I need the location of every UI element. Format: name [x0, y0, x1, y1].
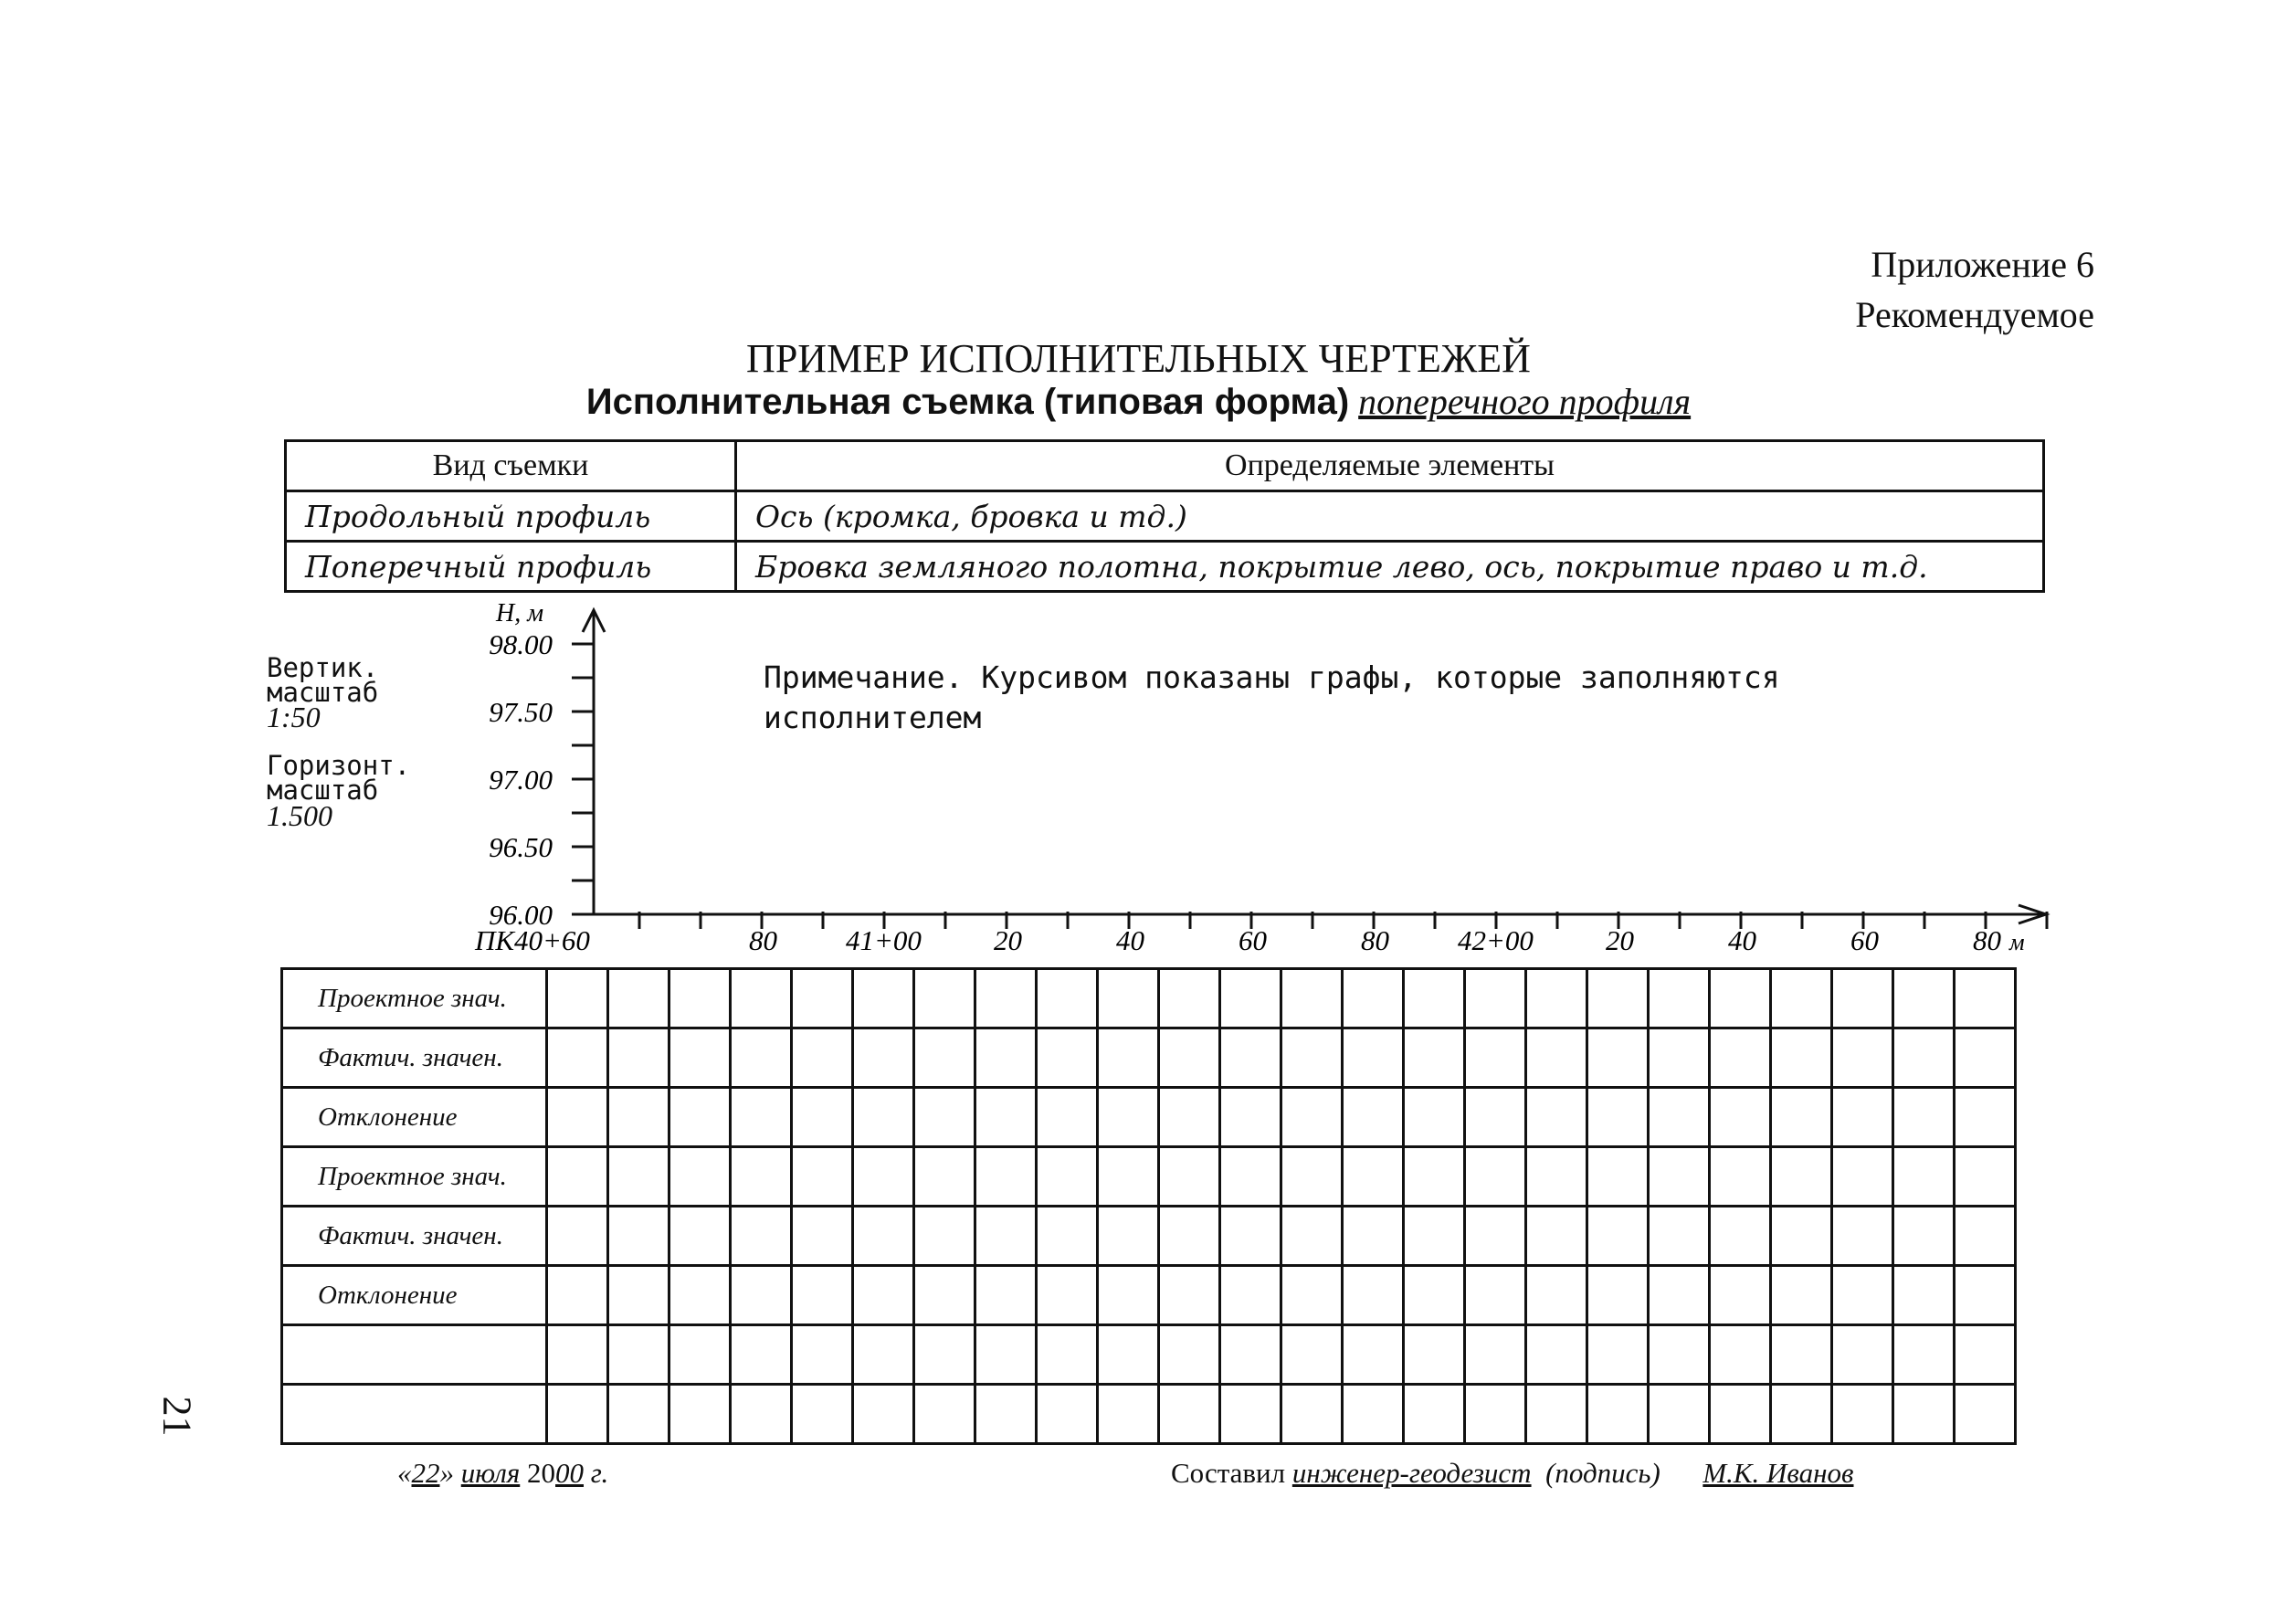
grid-cell[interactable] [914, 969, 975, 1028]
grid-cell[interactable] [608, 1207, 669, 1266]
grid-cell[interactable] [1649, 1088, 1710, 1147]
grid-cell[interactable] [547, 1088, 608, 1147]
grid-cell[interactable] [1159, 969, 1220, 1028]
y-tick-label: 96.50 [489, 831, 553, 863]
grid-cell[interactable] [1649, 1207, 1710, 1266]
grid-cell[interactable] [731, 969, 792, 1028]
grid-cell[interactable] [1465, 1385, 1526, 1444]
grid-cell[interactable] [1037, 1266, 1098, 1325]
y-axis-title: H, м [496, 599, 544, 627]
footer-signature [1171, 1457, 1854, 1490]
grid-cell[interactable] [1526, 1088, 1587, 1147]
table-row [282, 969, 2016, 1028]
page-title: ПРИМЕР ИСПОЛНИТЕЛЬНЫХ ЧЕРТЕЖЕЙ [746, 336, 1531, 381]
grid-cell[interactable] [731, 1088, 792, 1147]
grid-cell[interactable] [1649, 1147, 1710, 1207]
x-tick-label: 80 [1973, 924, 2001, 956]
grid-cell[interactable] [547, 969, 608, 1028]
grid-cell[interactable] [608, 1088, 669, 1147]
appendix-number: Приложение 6 [1871, 244, 2094, 285]
grid-cell[interactable] [914, 1325, 975, 1385]
grid-cell[interactable] [1832, 1325, 1893, 1385]
grid-cell[interactable] [547, 1028, 608, 1088]
grid-cell[interactable] [1037, 1088, 1098, 1147]
row-label: Отклонение [282, 1266, 547, 1325]
row-label: Фактич. значен. [282, 1207, 547, 1266]
horizontal-scale-value: 1.500 [267, 799, 332, 832]
grid-cell[interactable] [792, 1385, 853, 1444]
grid-cell[interactable] [731, 1028, 792, 1088]
grid-cell[interactable] [1098, 1385, 1159, 1444]
y-tick-label: 97.00 [489, 764, 553, 796]
grid-cell[interactable] [1098, 1325, 1159, 1385]
grid-cell[interactable] [731, 1266, 792, 1325]
grid-cell[interactable] [1955, 1028, 2016, 1088]
grid-cell[interactable] [975, 1088, 1037, 1147]
grid-cell[interactable] [1159, 1207, 1220, 1266]
table-row [282, 1147, 2016, 1207]
subtitle-italic: поперечного профиля [1358, 381, 1692, 422]
grid-cell[interactable] [1893, 1207, 1955, 1266]
grid-cell[interactable] [608, 1385, 669, 1444]
table-row [282, 1207, 2016, 1266]
survey-header-elements: Определяемые элементы [736, 441, 2044, 491]
grid-cell[interactable] [1526, 1266, 1587, 1325]
grid-cell[interactable] [1526, 1207, 1587, 1266]
table-row [282, 1088, 2016, 1147]
table-row [282, 1028, 2016, 1088]
note-line-2: исполнителем [764, 700, 982, 735]
grid-cell[interactable] [1159, 1088, 1220, 1147]
grid-cell[interactable] [975, 1325, 1037, 1385]
grid-cell[interactable] [853, 1207, 914, 1266]
appendix-status: Рекомендуемое [1855, 294, 2094, 335]
grid-cell[interactable] [731, 1147, 792, 1207]
grid-cell[interactable] [792, 1207, 853, 1266]
grid-cell[interactable] [853, 1028, 914, 1088]
grid-cell[interactable] [914, 1207, 975, 1266]
y-tick-label: 98.00 [489, 628, 553, 660]
grid-cell[interactable] [1893, 1088, 1955, 1147]
grid-cell[interactable] [1404, 1266, 1465, 1325]
grid-cell[interactable] [1710, 1028, 1771, 1088]
y-tick-label: 97.50 [489, 696, 553, 728]
grid-cell[interactable] [1526, 1325, 1587, 1385]
grid-cell[interactable] [1098, 969, 1159, 1028]
grid-cell[interactable] [1587, 1147, 1649, 1207]
grid-cell[interactable] [547, 1147, 608, 1207]
grid-cell[interactable] [1649, 1266, 1710, 1325]
table-row [282, 1385, 2016, 1444]
survey-row-elements: Ось (кромка, бровка и тд.) [736, 491, 2044, 542]
grid-cell[interactable] [1037, 1385, 1098, 1444]
x-tick-label: 41+00 [846, 924, 922, 956]
grid-cell[interactable] [853, 1088, 914, 1147]
grid-cell[interactable] [792, 1325, 853, 1385]
grid-cell[interactable] [1343, 1147, 1404, 1207]
grid-cell[interactable] [669, 1266, 731, 1325]
grid-cell[interactable] [1037, 1147, 1098, 1207]
grid-cell[interactable] [1893, 1325, 1955, 1385]
survey-header-type: Вид съемки [286, 441, 736, 491]
grid-cell[interactable] [547, 1207, 608, 1266]
grid-cell[interactable] [608, 1028, 669, 1088]
grid-cell[interactable] [1526, 969, 1587, 1028]
grid-cell[interactable] [1404, 1385, 1465, 1444]
grid-cell[interactable] [1710, 1088, 1771, 1147]
grid-cell[interactable] [853, 1266, 914, 1325]
grid-cell[interactable] [1465, 1028, 1526, 1088]
grid-cell[interactable] [1832, 1088, 1893, 1147]
x-tick-label: 80 [749, 924, 777, 956]
grid-cell[interactable] [1281, 1147, 1343, 1207]
grid-cell[interactable] [1526, 1147, 1587, 1207]
grid-cell[interactable] [1893, 1028, 1955, 1088]
date-quote-close: » [439, 1457, 454, 1489]
grid-cell[interactable] [1098, 1088, 1159, 1147]
grid-cell[interactable] [1465, 969, 1526, 1028]
grid-cell[interactable] [1220, 1088, 1281, 1147]
grid-cell[interactable] [669, 1325, 731, 1385]
date-day: 22 [411, 1457, 440, 1489]
survey-row-elements: Бровка земляного полотна, покрытие лево, ось, покрытие право и т.д. [736, 542, 2044, 592]
grid-cell[interactable] [1404, 1088, 1465, 1147]
grid-cell[interactable] [792, 1028, 853, 1088]
grid-cell[interactable] [1037, 1325, 1098, 1385]
grid-cell[interactable] [1771, 1325, 1832, 1385]
grid-cell[interactable] [792, 1147, 853, 1207]
grid-cell[interactable] [669, 1207, 731, 1266]
grid-cell[interactable] [669, 969, 731, 1028]
date-year-g: г. [590, 1457, 609, 1489]
grid-cell[interactable] [1281, 1088, 1343, 1147]
row-label [282, 1385, 547, 1444]
measurement-table [280, 967, 2017, 1445]
horizontal-scale-label: Горизонт. масштаб [267, 750, 411, 806]
grid-cell[interactable] [1465, 1325, 1526, 1385]
grid-cell[interactable] [1832, 969, 1893, 1028]
grid-cell[interactable] [608, 1325, 669, 1385]
x-tick-label: 60 [1239, 924, 1267, 956]
grid-cell[interactable] [1771, 1266, 1832, 1325]
grid-cell[interactable] [975, 969, 1037, 1028]
grid-cell[interactable] [1343, 1207, 1404, 1266]
grid-cell[interactable] [1343, 1325, 1404, 1385]
grid-cell[interactable] [1037, 969, 1098, 1028]
page-number: 21 [154, 1396, 200, 1437]
grid-cell[interactable] [1649, 969, 1710, 1028]
grid-cell[interactable] [1220, 1325, 1281, 1385]
grid-cell[interactable] [1220, 1207, 1281, 1266]
grid-cell[interactable] [975, 1207, 1037, 1266]
grid-cell[interactable] [1465, 1147, 1526, 1207]
x-tick-label: 42+00 [1458, 924, 1534, 956]
grid-cell[interactable] [1649, 1028, 1710, 1088]
grid-cell[interactable] [1710, 1266, 1771, 1325]
grid-cell[interactable] [1220, 1385, 1281, 1444]
grid-cell[interactable] [1771, 1385, 1832, 1444]
grid-cell[interactable] [1281, 1385, 1343, 1444]
grid-cell[interactable] [1281, 1207, 1343, 1266]
grid-cell[interactable] [1893, 1147, 1955, 1207]
table-row [282, 1266, 2016, 1325]
grid-cell[interactable] [1526, 1385, 1587, 1444]
grid-cell[interactable] [1465, 1266, 1526, 1325]
grid-cell[interactable] [853, 1325, 914, 1385]
grid-cell[interactable] [1343, 1088, 1404, 1147]
footer-date [397, 1457, 608, 1490]
grid-cell[interactable] [608, 1266, 669, 1325]
grid-cell[interactable] [731, 1207, 792, 1266]
grid-cell[interactable] [731, 1385, 792, 1444]
grid-cell[interactable] [608, 1147, 669, 1207]
row-label: Проектное знач. [282, 969, 547, 1028]
grid-cell[interactable] [792, 969, 853, 1028]
row-label: Проектное знач. [282, 1147, 547, 1207]
grid-cell[interactable] [669, 1088, 731, 1147]
grid-cell[interactable] [1955, 1325, 2016, 1385]
x-tick-label: 40 [1728, 924, 1756, 956]
grid-cell[interactable] [547, 1325, 608, 1385]
grid-cell[interactable] [1220, 969, 1281, 1028]
grid-cell[interactable] [1771, 1028, 1832, 1088]
grid-cell[interactable] [853, 969, 914, 1028]
vertical-scale-label: Вертик. масштаб [267, 652, 379, 708]
grid-cell[interactable] [792, 1266, 853, 1325]
grid-cell[interactable] [608, 969, 669, 1028]
grid-cell[interactable] [914, 1385, 975, 1444]
grid-cell[interactable] [1037, 1207, 1098, 1266]
grid-cell[interactable] [1404, 1147, 1465, 1207]
grid-cell[interactable] [1465, 1088, 1526, 1147]
grid-cell[interactable] [1771, 1088, 1832, 1147]
grid-cell[interactable] [1159, 1325, 1220, 1385]
date-month: июля [460, 1457, 521, 1489]
x-tick-label: 40 [1116, 924, 1144, 956]
grid-cell[interactable] [1281, 1028, 1343, 1088]
grid-cell[interactable] [1710, 1325, 1771, 1385]
grid-cell[interactable] [1281, 1266, 1343, 1325]
grid-cell[interactable] [975, 1147, 1037, 1207]
grid-cell[interactable] [1587, 1207, 1649, 1266]
grid-cell[interactable] [1587, 969, 1649, 1028]
grid-cell[interactable] [1281, 1325, 1343, 1385]
date-quote-open: « [397, 1457, 412, 1489]
row-label [282, 1325, 547, 1385]
date-year-prefix: 20 [527, 1457, 556, 1489]
x-axis-title: м [2009, 929, 2025, 955]
x-tick-label: ПК40+60 [475, 924, 590, 956]
grid-cell[interactable] [1832, 1266, 1893, 1325]
grid-cell[interactable] [1159, 1028, 1220, 1088]
grid-cell[interactable] [1893, 969, 1955, 1028]
grid-cell[interactable] [1404, 1028, 1465, 1088]
grid-cell[interactable] [1343, 1028, 1404, 1088]
grid-cell[interactable] [1159, 1385, 1220, 1444]
grid-cell[interactable] [1587, 1088, 1649, 1147]
grid-cell[interactable] [1404, 1325, 1465, 1385]
grid-cell[interactable] [1955, 1147, 2016, 1207]
table-row [282, 1325, 2016, 1385]
grid-cell[interactable] [975, 1266, 1037, 1325]
x-tick-label: 20 [994, 924, 1022, 956]
x-tick-label: 20 [1606, 924, 1634, 956]
grid-cell[interactable] [1220, 1028, 1281, 1088]
survey-row-type: Поперечный профиль [286, 542, 736, 592]
grid-cell[interactable] [1832, 1385, 1893, 1444]
grid-cell[interactable] [1955, 1088, 2016, 1147]
x-tick-label: 80 [1361, 924, 1389, 956]
grid-cell[interactable] [547, 1266, 608, 1325]
grid-cell[interactable] [1343, 1385, 1404, 1444]
grid-cell[interactable] [1955, 969, 2016, 1028]
grid-cell[interactable] [669, 1028, 731, 1088]
date-year-suffix: 00 [555, 1457, 585, 1489]
grid-cell[interactable] [975, 1028, 1037, 1088]
grid-cell[interactable] [1893, 1266, 1955, 1325]
grid-cell[interactable] [1098, 1266, 1159, 1325]
grid-cell[interactable] [914, 1266, 975, 1325]
x-tick-label: 60 [1850, 924, 1879, 956]
grid-cell[interactable] [1955, 1385, 2016, 1444]
grid-cell[interactable] [1465, 1207, 1526, 1266]
grid-cell[interactable] [1343, 969, 1404, 1028]
grid-cell[interactable] [1159, 1147, 1220, 1207]
subtitle-bold: Исполнительная съемка (типовая форма) [585, 382, 1350, 422]
grid-cell[interactable] [1220, 1266, 1281, 1325]
grid-cell[interactable] [1771, 969, 1832, 1028]
vertical-scale-value: 1:50 [267, 701, 321, 733]
grid-cell[interactable] [1771, 1207, 1832, 1266]
grid-cell[interactable] [1098, 1028, 1159, 1088]
grid-cell[interactable] [1832, 1207, 1893, 1266]
grid-cell[interactable] [792, 1088, 853, 1147]
grid-cell[interactable] [1098, 1207, 1159, 1266]
grid-cell[interactable] [1649, 1325, 1710, 1385]
grid-cell[interactable] [1955, 1266, 2016, 1325]
note-line-1: Примечание. Курсивом показаны графы, которые заполняются [764, 659, 1780, 695]
grid-cell[interactable] [1832, 1028, 1893, 1088]
grid-cell[interactable] [1893, 1385, 1955, 1444]
grid-cell[interactable] [1526, 1028, 1587, 1088]
grid-cell[interactable] [1955, 1207, 2016, 1266]
grid-cell[interactable] [1710, 1385, 1771, 1444]
grid-cell[interactable] [914, 1028, 975, 1088]
grid-cell[interactable] [1710, 1147, 1771, 1207]
row-label: Фактич. значен. [282, 1028, 547, 1088]
grid-cell[interactable] [853, 1385, 914, 1444]
grid-cell[interactable] [914, 1088, 975, 1147]
grid-cell[interactable] [1281, 969, 1343, 1028]
grid-cell[interactable] [1771, 1147, 1832, 1207]
y-tick-label: 96.00 [489, 899, 553, 931]
signature-placeholder: (подпись) [1545, 1457, 1660, 1489]
grid-cell[interactable] [1587, 1028, 1649, 1088]
grid-cell[interactable] [1649, 1385, 1710, 1444]
survey-row-type: Продольный профиль [286, 491, 736, 542]
compiler-name: М.К. Иванов [1702, 1457, 1854, 1489]
grid-cell[interactable] [669, 1385, 731, 1444]
grid-cell[interactable] [1098, 1147, 1159, 1207]
grid-cell[interactable] [1159, 1266, 1220, 1325]
compiler-position: инженер-геодезист [1291, 1457, 1532, 1489]
grid-cell[interactable] [1710, 969, 1771, 1028]
grid-cell[interactable] [1343, 1266, 1404, 1325]
grid-cell[interactable] [975, 1385, 1037, 1444]
grid-cell[interactable] [1587, 1325, 1649, 1385]
grid-cell[interactable] [853, 1147, 914, 1207]
grid-cell[interactable] [1710, 1207, 1771, 1266]
grid-cell[interactable] [1037, 1028, 1098, 1088]
grid-cell[interactable] [1587, 1385, 1649, 1444]
row-label: Отклонение [282, 1088, 547, 1147]
grid-cell[interactable] [1220, 1147, 1281, 1207]
grid-cell[interactable] [914, 1147, 975, 1207]
grid-cell[interactable] [1404, 1207, 1465, 1266]
compiled-label: Составил [1171, 1457, 1286, 1489]
grid-cell[interactable] [731, 1325, 792, 1385]
grid-cell[interactable] [1832, 1147, 1893, 1207]
grid-cell[interactable] [1587, 1266, 1649, 1325]
grid-cell[interactable] [1404, 969, 1465, 1028]
grid-cell[interactable] [547, 1385, 608, 1444]
grid-cell[interactable] [669, 1147, 731, 1207]
